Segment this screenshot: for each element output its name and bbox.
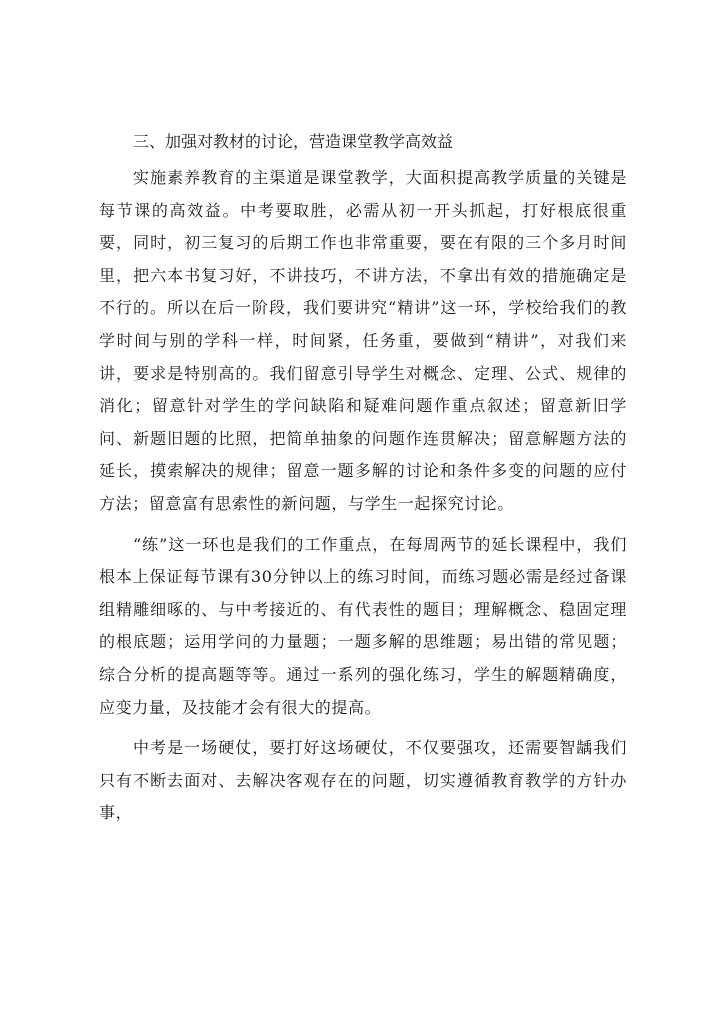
paragraph-classroom-teaching: 实施素养教育的主渠道是课堂教学，大面积提高教学质量的关键是每节课的高效益。中考要取胜，必需从初一开头抓起，打好根底很重要，同时，初三复习的后期工作也非常重要，要在有限的三个多月时间里，把六本书复习好，不讲技巧，不讲方法，不拿出有效的措施确定是不行的。所以在后一阶段，我们要讲究“精讲”这一环，学校给我们的教学时间与别的学科一样，时间紧，任务重，要做到“精讲”，对我们来讲，要求是特别高的。我们留意引导学生对概念、定理、公式、规律的消化；留意针对学生的学问缺陷和疑难问题作重点叙述；留意新旧学问、新题旧题的比照，把简单抽象的问题作连贯解决；留意解题方法的延长，摸索解决的规律；留意一题多解的讨论和条件多变的问题的应付方法；留意富有思索性的新问题，与学生一起探究讨论。 xyxy=(99,168,627,513)
paragraph-practice: “练”这一环也是我们的工作重点，在每周两节的延长课程中，我们根本上保证每节课有30分钟以上的练习时间，而练习题必需是经过备课组精雕细啄的、与中考接近的、有代表性的题目；理解概念、稳固定理的根底题；运用学问的力量题；一题多解的思维题；易出错的常见题；综合分析的提高题等等。通过一系列的强化练习，学生的解题精确度，应变力量，及技能才会有很大的提高。 xyxy=(99,534,627,717)
section-heading: 三、加强对教材的讨论，营造课堂教学高效益 xyxy=(133,132,454,151)
paragraph-conclusion: 中考是一场硬仗，要打好这场硬仗，不仅要强攻，还需要智龋我们只有不断去面对、去解决客观存在的问题，切实遵循教育教学的方针办事， xyxy=(99,738,627,823)
document-body xyxy=(99,121,627,830)
